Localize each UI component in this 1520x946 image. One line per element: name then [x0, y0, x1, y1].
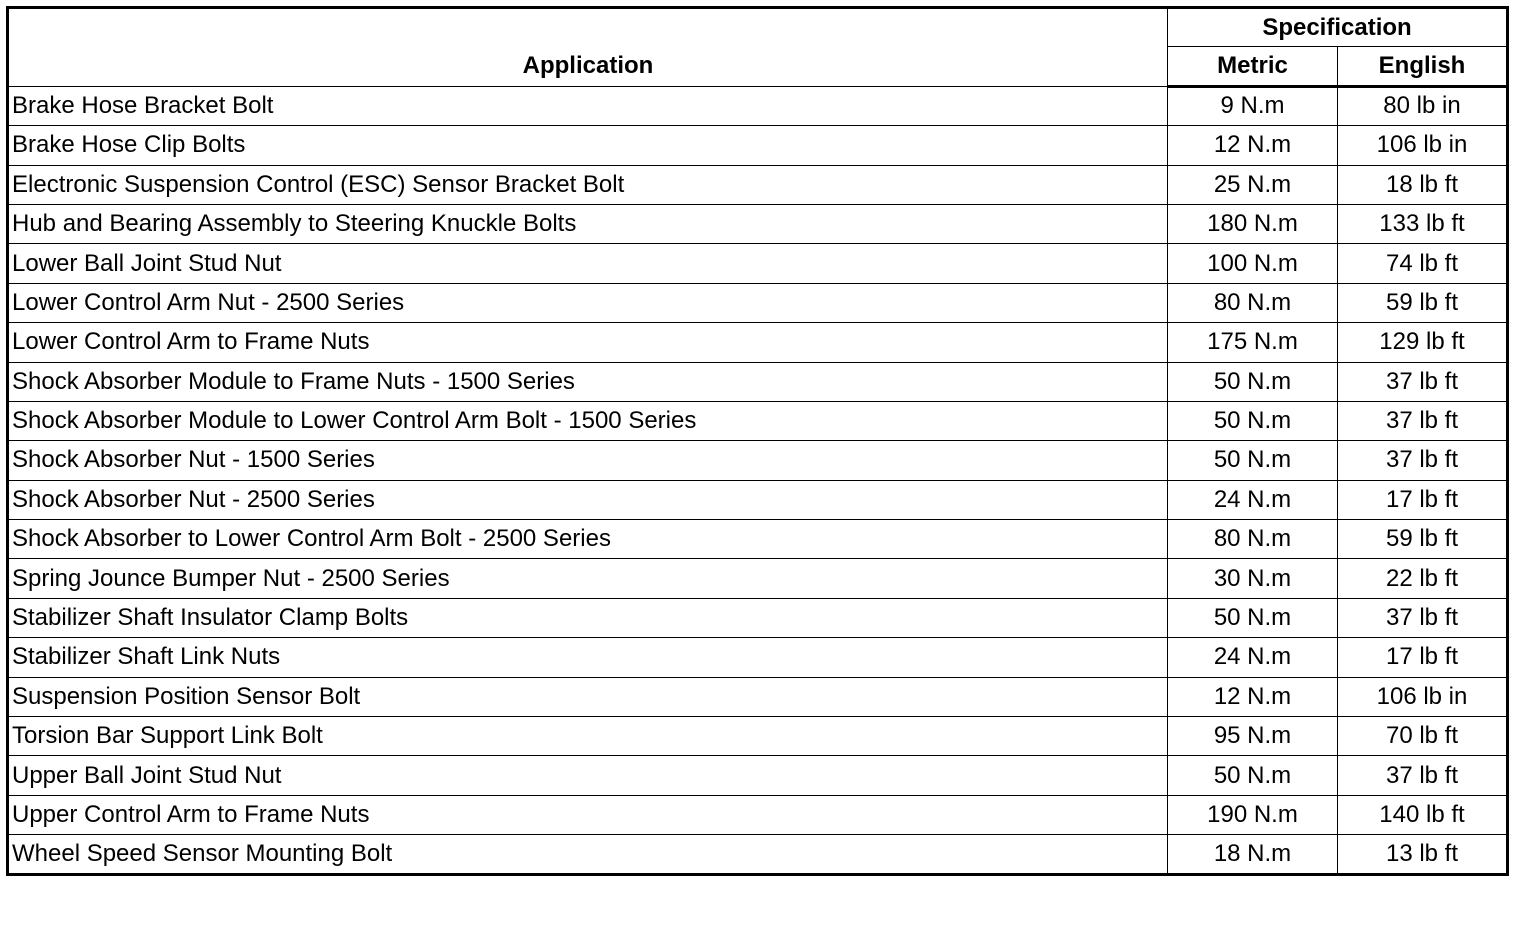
table-row — [8, 717, 1508, 756]
application-cell: Hub and Bearing Assembly to Steering Knuckle Bolts — [8, 204, 1168, 243]
application-cell: Upper Ball Joint Stud Nut — [8, 756, 1168, 795]
english-cell: 37 lb ft — [1338, 362, 1508, 401]
english-header: English — [1338, 47, 1508, 86]
table-row — [8, 480, 1508, 519]
table-row — [8, 126, 1508, 165]
english-cell: 37 lb ft — [1338, 441, 1508, 480]
english-cell: 140 lb ft — [1338, 795, 1508, 834]
english-cell: 37 lb ft — [1338, 598, 1508, 637]
application-cell: Brake Hose Clip Bolts — [8, 126, 1168, 165]
torque-specification-table — [6, 6, 1509, 876]
metric-cell: 95 N.m — [1168, 717, 1338, 756]
english-cell: 59 lb ft — [1338, 283, 1508, 322]
metric-cell: 12 N.m — [1168, 126, 1338, 165]
english-cell: 133 lb ft — [1338, 204, 1508, 243]
english-cell: 106 lb in — [1338, 126, 1508, 165]
english-cell: 129 lb ft — [1338, 323, 1508, 362]
application-cell: Torsion Bar Support Link Bolt — [8, 717, 1168, 756]
english-cell: 74 lb ft — [1338, 244, 1508, 283]
table-row — [8, 638, 1508, 677]
table-row — [8, 204, 1508, 243]
table-row — [8, 441, 1508, 480]
english-cell: 13 lb ft — [1338, 835, 1508, 874]
metric-cell: 80 N.m — [1168, 520, 1338, 559]
metric-cell: 30 N.m — [1168, 559, 1338, 598]
application-cell: Stabilizer Shaft Link Nuts — [8, 638, 1168, 677]
application-cell: Shock Absorber Nut - 2500 Series — [8, 480, 1168, 519]
metric-cell: 50 N.m — [1168, 401, 1338, 440]
english-cell: 37 lb ft — [1338, 401, 1508, 440]
metric-cell: 24 N.m — [1168, 638, 1338, 677]
english-cell: 106 lb in — [1338, 677, 1508, 716]
application-header: Application — [8, 8, 1168, 87]
table-row — [8, 323, 1508, 362]
metric-cell: 50 N.m — [1168, 598, 1338, 637]
metric-cell: 180 N.m — [1168, 204, 1338, 243]
application-cell: Stabilizer Shaft Insulator Clamp Bolts — [8, 598, 1168, 637]
table-row — [8, 86, 1508, 125]
application-cell: Shock Absorber Module to Lower Control Arm Bolt - 1500 Series — [8, 401, 1168, 440]
application-cell: Shock Absorber Nut - 1500 Series — [8, 441, 1168, 480]
metric-cell: 18 N.m — [1168, 835, 1338, 874]
metric-cell: 80 N.m — [1168, 283, 1338, 322]
metric-cell: 9 N.m — [1168, 86, 1338, 125]
application-cell: Brake Hose Bracket Bolt — [8, 86, 1168, 125]
application-cell: Shock Absorber Module to Frame Nuts - 1500 Series — [8, 362, 1168, 401]
english-cell: 59 lb ft — [1338, 520, 1508, 559]
application-cell: Spring Jounce Bumper Nut - 2500 Series — [8, 559, 1168, 598]
metric-cell: 50 N.m — [1168, 441, 1338, 480]
table-body — [8, 86, 1508, 874]
application-cell: Lower Ball Joint Stud Nut — [8, 244, 1168, 283]
metric-cell: 50 N.m — [1168, 756, 1338, 795]
header-row-top — [8, 8, 1508, 47]
table-row — [8, 244, 1508, 283]
table-row — [8, 362, 1508, 401]
metric-cell: 50 N.m — [1168, 362, 1338, 401]
application-cell: Wheel Speed Sensor Mounting Bolt — [8, 835, 1168, 874]
application-cell: Lower Control Arm to Frame Nuts — [8, 323, 1168, 362]
metric-header: Metric — [1168, 47, 1338, 86]
english-cell: 80 lb in — [1338, 86, 1508, 125]
metric-cell: 175 N.m — [1168, 323, 1338, 362]
application-cell: Suspension Position Sensor Bolt — [8, 677, 1168, 716]
application-cell: Shock Absorber to Lower Control Arm Bolt - 2500 Series — [8, 520, 1168, 559]
table-row — [8, 165, 1508, 204]
metric-cell: 190 N.m — [1168, 795, 1338, 834]
table-row — [8, 795, 1508, 834]
application-cell: Electronic Suspension Control (ESC) Sensor Bracket Bolt — [8, 165, 1168, 204]
application-cell: Lower Control Arm Nut - 2500 Series — [8, 283, 1168, 322]
metric-cell: 25 N.m — [1168, 165, 1338, 204]
metric-cell: 12 N.m — [1168, 677, 1338, 716]
table-header — [8, 8, 1508, 87]
table-row — [8, 835, 1508, 874]
english-cell: 22 lb ft — [1338, 559, 1508, 598]
english-cell: 17 lb ft — [1338, 480, 1508, 519]
metric-cell: 100 N.m — [1168, 244, 1338, 283]
english-cell: 37 lb ft — [1338, 756, 1508, 795]
application-cell: Upper Control Arm to Frame Nuts — [8, 795, 1168, 834]
table-row — [8, 401, 1508, 440]
metric-cell: 24 N.m — [1168, 480, 1338, 519]
specification-header: Specification — [1168, 8, 1508, 47]
english-cell: 70 lb ft — [1338, 717, 1508, 756]
table-row — [8, 756, 1508, 795]
table-row — [8, 283, 1508, 322]
table-row — [8, 520, 1508, 559]
table-row — [8, 559, 1508, 598]
english-cell: 17 lb ft — [1338, 638, 1508, 677]
table-row — [8, 598, 1508, 637]
table-row — [8, 677, 1508, 716]
english-cell: 18 lb ft — [1338, 165, 1508, 204]
